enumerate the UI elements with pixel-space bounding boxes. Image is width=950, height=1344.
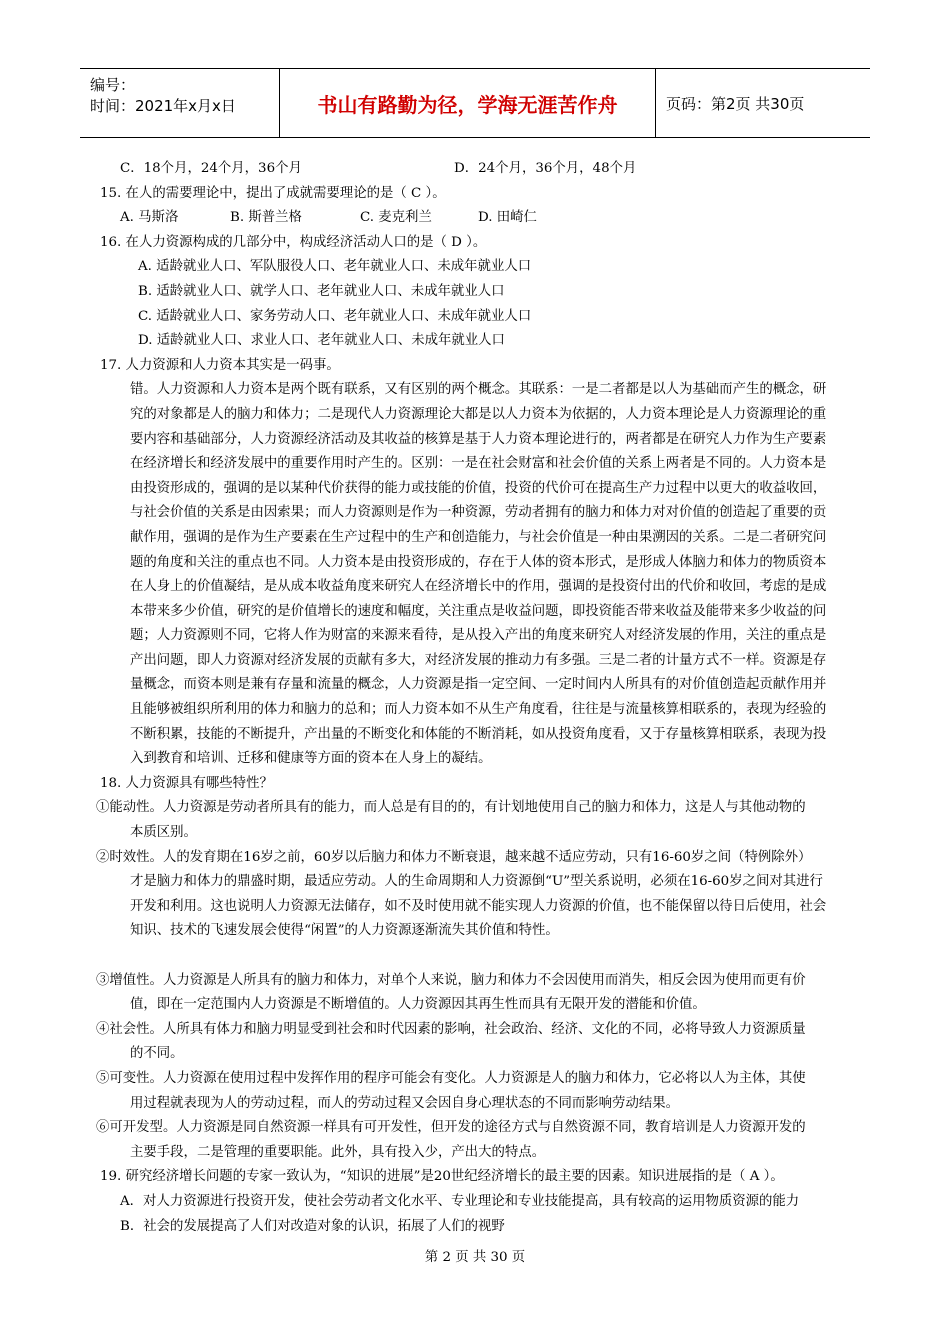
q15-options [98,206,880,231]
header-motto: 书山有路勤为径，学海无涯苦作舟 [280,69,656,137]
q16-option-d: D. 适龄就业人口、求业人口、老年就业人口、未成年就业人口 [138,333,505,349]
answer-line: 本带来多少价值，研究的是价值增长的速度和幅度，关注重点是收益问题，即投资能否带来收益及能带来多少收益的问 [130,603,827,619]
answer-line: 由投资形成的，强调的是以某种代价获得的能力或技能的价值，投资的代价可在提高生产力过程中以更大的收益收回， [130,480,827,496]
list-item-line: 值，即在一定范围内人力资源是不断增值的。人力资源因其再生性而具有无限开发的潜能和价值。 [130,997,706,1013]
list-item-line: ⑥可开发型。人力资源是同自然资源一样具有可开发性，但开发的途径方式与自然资源不同，教育培训是人力资源开发的 [96,1120,806,1136]
list-item-line: ①能动性。人力资源是劳动者所具有的能力，而人总是有目的的，有计划地使用自己的脑力和体力，这是人与其他动物的 [96,800,806,816]
q14-options [98,157,880,182]
answer-line: 错。人力资源和人力资本是两个既有联系，又有区别的两个概念。其联系：一是二者都是以人为基础而产生的概念，研 [130,382,827,398]
list-item-line [98,944,880,969]
page-header [80,68,870,138]
q15-option-c: C. 麦克利兰 [360,210,432,226]
q15-option-b: B. 斯普兰格 [230,210,302,226]
list-item-line: ⑤可变性。人力资源在使用过程中发挥作用的程序可能会有变化。人力资源是人的脑力和体力，它必将以人为主体，其使 [96,1070,806,1086]
list-item-line: 主要手段，二是管理的重要职能。此外，具有投入少，产出大的特点。 [130,1144,546,1160]
answer-line: 究的对象都是人的脑力和体力；二是现代人力资源理论大都是以人力资本为依据的，人力资本理论是人力资源理论的重 [130,406,827,422]
q17-stem: 17. 人力资源和人力资本其实是一码事。 [100,357,340,373]
q18-stem: 18. 人力资源具有哪些特性？ [100,775,273,791]
q18-item-5 [98,1067,880,1116]
q19-stem: 19. 研究经济增长问题的专家一致认为，“知识的进展”是20世纪经济增长的最主要的因素。知识进展指的是（ A ）。 [100,1169,784,1185]
q17-answer [98,378,880,772]
answer-line: 要内容和基础部分，人力资源经济活动及其收益的核算是基于人力资本理论进行的，两者都是在研究人力作为生产要素 [130,431,827,447]
answer-line: 在人身上的价值凝结，是从成本收益角度来研究人在经济增长中的作用，强调的是投资付出的代价和收回，考虑的是成 [130,579,827,595]
answer-line: 与社会价值的关系是由因索果；而人力资源则是作为一种资源，劳动者拥有的脑力和体力对对价值的创造起了重要的贡 [130,505,827,521]
answer-line: 入到教育和培训、迁移和健康等方面的资本在人身上的凝结。 [130,751,492,767]
q18-item-3 [98,969,880,1018]
header-meta [80,69,280,137]
q16-option-c: C. 适龄就业人口、家务劳动人口、老年就业人口、未成年就业人口 [138,308,532,324]
page-footer: 第 2 页 共 30 页 [424,1250,526,1265]
q16-option-b: B. 适龄就业人口、就学人口、老年就业人口、未成年就业人口 [138,283,505,299]
list-item-line: 知识、技术的飞速发展会使得“闲置”的人力资源逐渐流失其价值和特性。 [130,923,559,939]
answer-line: 题的角度和关注的重点也不同。人力资本是由投资形成的，存在于人体的资本形式，是形成人体脑力和体力的物质资本 [130,554,827,570]
q14-option-d: D．24个月，36个月，48个月 [454,161,637,176]
q19-option-a: A．对人力资源进行投资开发，使社会劳动者文化水平、专业理论和专业技能提高，具有较高的运用物质资源的能力 [120,1193,800,1209]
q18-item-2 [98,846,880,969]
answer-line: 不断积累，技能的不断提升，产出量的不断变化和体能的不断消耗，如从投资角度看，又于存量核算相联系，表现为投 [130,726,827,742]
list-item-line: 用过程就表现为人的劳动过程，而人的劳动过程又会因自身心理状态的不同而影响劳动结果。 [130,1095,680,1111]
q19-option-b: B．社会的发展提高了人们对改造对象的认识，拓展了人们的视野 [120,1218,505,1234]
list-item-line: 本质区别。 [130,825,197,841]
answer-line: 产出问题，即人力资源对经济发展的贡献有多大，对经济发展的推动力有多强。三是二者的计量方式不一样。资源是存 [130,652,827,668]
list-item-line: ②时效性。人的发育期在16岁之前，60岁以后脑力和体力不断衰退，越来越不适应劳动，只有16-60岁之间（特例除外） [96,849,812,865]
list-item-line: 的不同。 [130,1046,184,1062]
list-item-line: 才是脑力和体力的鼎盛时期，最适应劳动。人的生命周期和人力资源倒“U”型关系说明，必须在16-60岁之间对其进行 [130,874,823,890]
answer-line: 且能够被组织所利用的体力和脑力的总和；而人力资本如不从生产角度看，往往是与流量核算相联系的，表现为经验的 [130,702,827,718]
document-body [98,157,880,1239]
doc-number-label: 编号： [90,76,136,94]
q15-option-a: A. 马斯洛 [120,210,179,226]
list-item-line: ③增值性。人力资源是人所具有的脑力和体力，对单个人来说，脑力和体力不会因使用而消失，相反会因为使用而更有价 [96,972,806,988]
q16-stem: 16. 在人力资源构成的几部分中，构成经济活动人口的是（ D ）。 [100,234,487,250]
answer-line: 献作用，强调的是作为生产要素在生产过程中的生产和创造能力，与社会价值是一种由果溯因的关系。二是二者研究问 [130,529,827,545]
q15-option-d: D. 田崎仁 [478,210,537,226]
q18-item-1 [98,796,880,845]
list-item-line: 开发和利用。这也说明人力资源无法储存，如不及时使用就不能实现人力资源的价值，也不能保留以待日后使用，社会 [130,898,827,914]
list-item-line: ④社会性。人所具有体力和脑力明显受到社会和时代因素的影响，社会政治、经济、文化的不同，必将导致人力资源质量 [96,1021,806,1037]
q18-item-4 [98,1018,880,1067]
header-page-label: 页码：第2页 共30页 [666,94,805,113]
answer-line: 在经济增长和经济发展中的重要作用时产生的。区别：一是在社会财富和社会价值的关系上两者是不同的。人力资本是 [130,456,827,472]
q18-item-6 [98,1116,880,1165]
q14-option-c: C．18个月，24个月，36个月 [120,161,302,176]
q16-option-a: A. 适龄就业人口、军队服役人口、老年就业人口、未成年就业人口 [138,259,532,275]
q15-stem: 15. 在人的需要理论中，提出了成就需要理论的是（ C ）。 [100,185,446,201]
answer-line: 题；人力资源则不同，它将人作为财富的来源来看待，是从投入产出的角度来研究人对经济发展的作用，关注的重点是 [130,628,827,644]
doc-time-label: 时间：2021年x月x日 [90,97,236,115]
answer-line: 量概念，而资本则是兼有存量和流量的概念，人力资源是指一定空间、一定时间内人所具有的对价值创造起贡献作用并 [130,677,827,693]
